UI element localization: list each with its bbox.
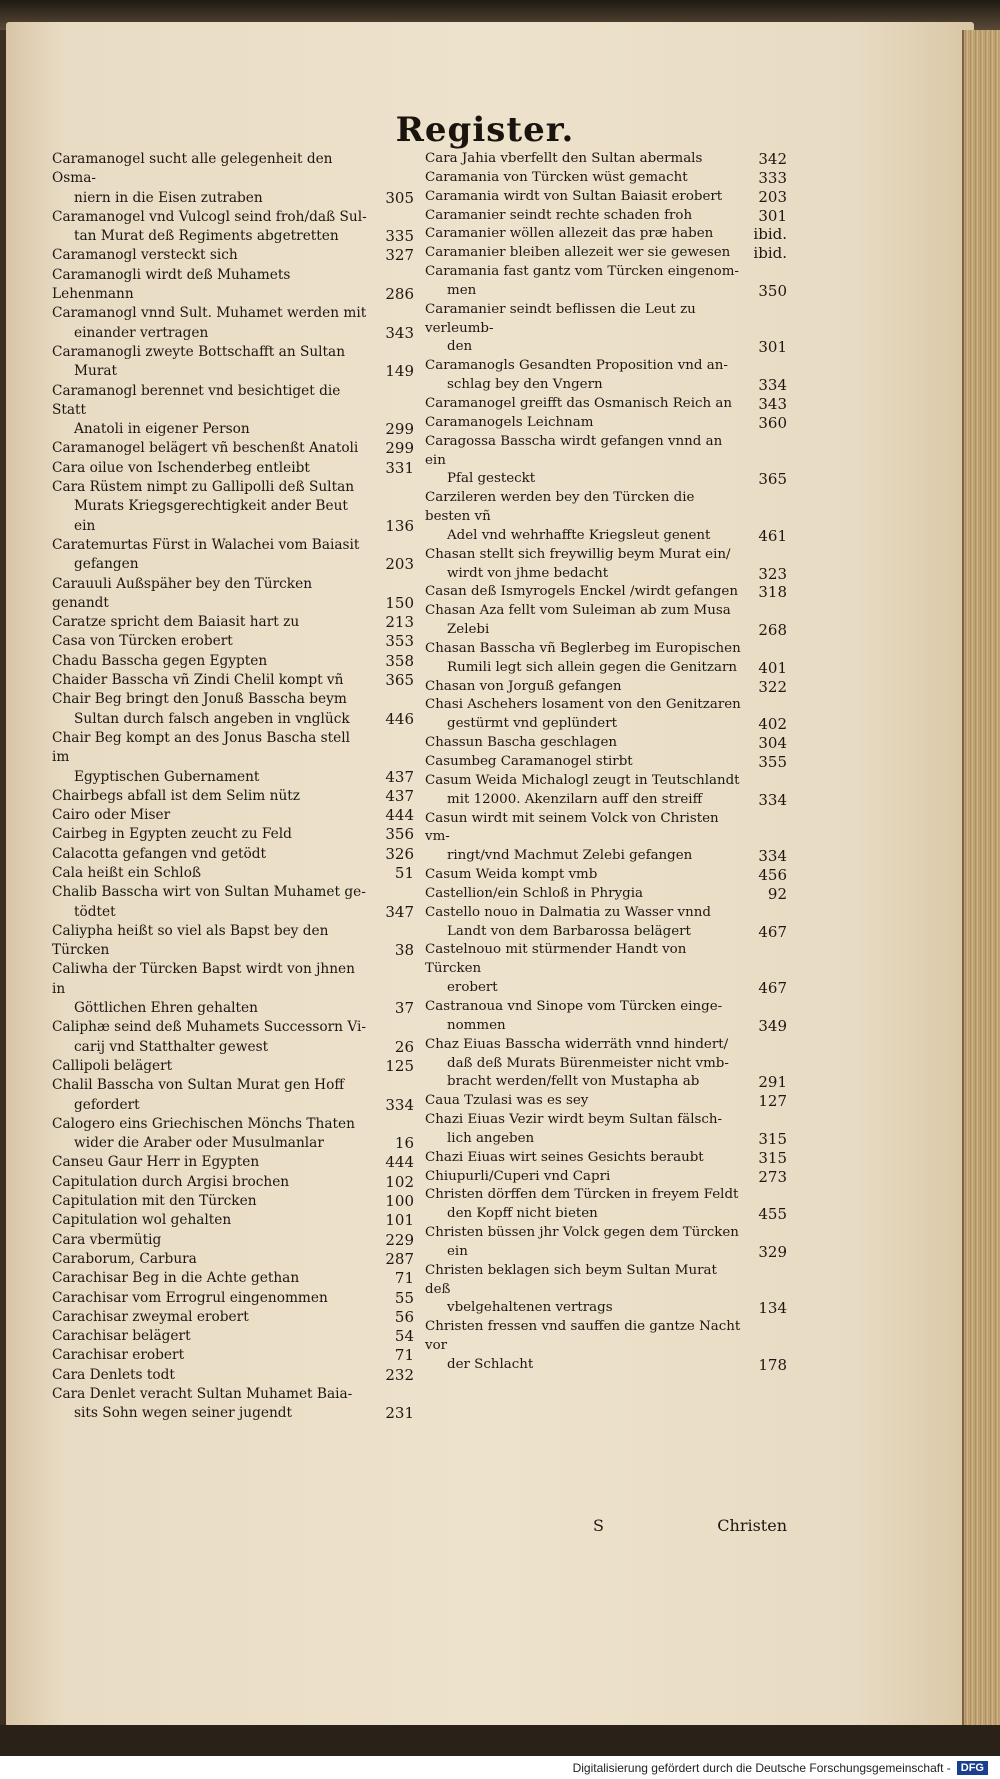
index-entry-text: Christen dörffen dem Türcken in freyem Feldt <box>425 1187 739 1203</box>
index-entry-page-number: 343 <box>385 323 414 342</box>
index-entry-continuation: Zelebi <box>447 622 490 638</box>
index-entry-text: Caramania von Türcken wüst gemacht <box>425 169 688 185</box>
index-entry-text: Caramanogli zweyte Bottschafft an Sultan <box>52 343 346 360</box>
index-entry <box>52 652 414 671</box>
index-entry <box>52 1231 414 1250</box>
index-entry-page-number: 203 <box>758 187 787 206</box>
index-entry-text: Carachisar Beg in die Achte gethan <box>52 1270 300 1287</box>
index-entry <box>425 941 787 998</box>
page-title: Register. <box>395 110 575 150</box>
index-entry <box>425 225 787 244</box>
index-entry-continuation: ringt/vnd Machmut Zelebi gefangen <box>447 848 693 864</box>
index-entry-text: Caramanogel greifft das Osmanisch Reich an <box>425 395 732 411</box>
index-entry-continuation: wirdt von jhme bedacht <box>447 565 609 581</box>
index-entry <box>425 395 787 414</box>
index-entry-text: Chaz Eiuas Basscha widerräth vnnd hindert/ <box>425 1036 729 1052</box>
index-entry-text: Caramania wirdt von Sultan Baiasit erobert <box>425 188 723 204</box>
index-entry-page-number: 353 <box>385 632 414 651</box>
index-entry-page-number: 323 <box>758 564 787 583</box>
index-entry <box>425 489 787 546</box>
index-entry-page-number: 149 <box>385 362 414 381</box>
index-entry-text: Cara Rüstem nimpt zu Gallipolli deß Sultan <box>52 479 355 496</box>
index-entry-page-number: 213 <box>385 613 414 632</box>
index-entry-text: Calogero eins Griechischen Mönchs Thaten <box>52 1115 355 1132</box>
index-entry <box>425 602 787 640</box>
index-entry <box>52 1308 414 1327</box>
index-entry-page-number: 444 <box>385 1153 414 1172</box>
index-entry-text: Casum Weida kompt vmb <box>425 867 598 883</box>
index-entry-text: Caliwha der Türcken Bapst wirdt von jhnen in <box>52 961 355 997</box>
index-entry-continuation: den Kopff nicht bieten <box>447 1206 598 1222</box>
index-entry-continuation: Murat <box>74 363 118 380</box>
index-entry <box>425 998 787 1036</box>
index-entry <box>52 1346 414 1365</box>
index-entry-text: Caliphæ seind deß Muhamets Successorn Vi- <box>52 1019 366 1036</box>
index-entry <box>425 678 787 697</box>
index-entry-page-number: 334 <box>758 376 787 395</box>
index-entry-continuation: gefordert <box>74 1096 140 1113</box>
index-entry <box>52 1211 414 1230</box>
index-entry-page-number: 437 <box>385 767 414 786</box>
index-entry-text: Carachisar erobert <box>52 1347 185 1364</box>
index-entry-text: Caramanogl vnnd Sult. Muhamet werden mit <box>52 305 367 322</box>
index-entry-page-number: 38 <box>394 941 414 960</box>
index-entry-page-number: 273 <box>758 1167 787 1186</box>
index-entry-page-number: 318 <box>758 583 787 602</box>
index-entry <box>52 343 414 382</box>
index-entry <box>425 1092 787 1111</box>
index-entry-page-number: 347 <box>385 902 414 921</box>
index-entry-text: Carachisar vom Errogrul eingenommen <box>52 1289 328 1306</box>
index-entry-text: Cara Denlet veracht Sultan Muhamet Baia- <box>52 1386 353 1402</box>
index-entry <box>425 1149 787 1168</box>
index-entry <box>52 1269 414 1288</box>
index-entry-text: Carachisar zweymal erobert <box>52 1308 249 1325</box>
index-entry <box>52 1385 414 1424</box>
index-entry-page-number: 402 <box>758 715 787 734</box>
index-entry <box>425 696 787 734</box>
index-entry-continuation: gefangen <box>74 556 139 573</box>
index-entry <box>52 864 414 883</box>
index-column-left <box>52 150 414 1424</box>
index-entry <box>52 671 414 690</box>
index-entry <box>52 1289 414 1308</box>
index-entry-continuation: daß deß Murats Bürenmeister nicht vmb- <box>447 1055 729 1071</box>
index-entry-text: Casun wirdt mit seinem Volck von Christen vm- <box>425 810 719 845</box>
index-entry-page-number: 301 <box>758 338 787 357</box>
index-entry-text: Callipoli belägert <box>52 1057 173 1074</box>
index-entry <box>52 1115 414 1154</box>
index-entry <box>52 845 414 864</box>
index-entry <box>52 1018 414 1057</box>
index-entry <box>52 1327 414 1346</box>
index-entry-text: Carauuli Außspäher bey den Türcken genandt <box>52 575 313 611</box>
book-fore-edge <box>962 30 1000 1730</box>
index-entry-text: Caratemurtas Fürst in Walachei vom Baiasit <box>52 536 360 553</box>
index-entry-page-number: 315 <box>758 1148 787 1167</box>
index-entry <box>52 304 414 343</box>
index-entry-continuation: vbelgehaltenen vertrags <box>447 1300 613 1316</box>
index-entry-page-number: 125 <box>385 1056 414 1075</box>
index-entry <box>52 825 414 844</box>
index-entry-text: Chasi Aschehers losament von den Genitzaren <box>425 697 741 713</box>
index-entry <box>52 478 414 536</box>
index-entry <box>425 1168 787 1187</box>
index-entry-text: Cairo oder Miser <box>52 807 171 824</box>
index-entry-text: Castello nouo in Dalmatia zu Wasser vnnd <box>425 904 711 920</box>
index-entry <box>52 575 414 614</box>
index-entry-page-number: 334 <box>758 847 787 866</box>
index-entry-page-number: 455 <box>758 1205 787 1224</box>
dfg-logo: DFG <box>957 1761 988 1775</box>
index-entry-page-number: 335 <box>385 227 414 246</box>
index-entry-page-number: 291 <box>758 1073 787 1092</box>
index-entry-continuation: Egyptischen Gubernament <box>74 768 260 785</box>
index-entry-text: Casa von Türcken erobert <box>52 633 233 650</box>
index-entry <box>52 690 414 729</box>
index-entry <box>52 883 414 922</box>
index-entry <box>52 459 414 478</box>
index-entry <box>52 729 414 787</box>
index-entry <box>425 1224 787 1262</box>
index-entry-continuation: Murats Kriegsgerechtigkeit ander Beut ein <box>74 498 348 534</box>
index-entry <box>425 207 787 226</box>
index-entry-page-number: 100 <box>385 1192 414 1211</box>
index-entry-text: Caramanogli wirdt deß Muhamets Lehenmann <box>52 266 291 303</box>
index-entry <box>425 263 787 301</box>
index-entry <box>425 1111 787 1149</box>
index-entry-page-number: 16 <box>394 1134 414 1153</box>
index-entry-page-number: 456 <box>758 866 787 885</box>
index-entry-text: Cairbeg in Egypten zeucht zu Feld <box>52 826 292 843</box>
index-entry-text: Caratze spricht dem Baiasit hart zu <box>52 614 300 631</box>
index-entry <box>52 787 414 806</box>
index-entry-continuation: nommen <box>447 1017 506 1033</box>
index-entry-text: Caramanier wöllen allezeit das præ haben <box>425 226 714 242</box>
index-entry-text: Chadu Basscha gegen Egypten <box>52 652 268 669</box>
index-entry-text: Cara oilue von Ischenderbeg entleibt <box>52 459 310 476</box>
index-entry-text: Chasan von Jorguß gefangen <box>425 678 622 694</box>
index-entry-text: Caramanogl versteckt sich <box>52 247 238 264</box>
index-entry <box>52 632 414 651</box>
index-entry-text: Caramanier bleiben allezeit wer sie gewesen <box>425 245 731 261</box>
index-entry-text: Capitulation mit den Türcken <box>52 1193 257 1210</box>
index-entry-page-number: 342 <box>758 150 787 168</box>
index-entry <box>52 1153 414 1172</box>
index-entry-continuation: Landt von dem Barbarossa belägert <box>447 923 691 939</box>
index-entry-text: Chair Beg kompt an des Jonus Bascha stell im <box>52 729 351 766</box>
index-entry <box>425 866 787 885</box>
index-entry-page-number: 446 <box>385 709 414 728</box>
index-entry-page-number: 401 <box>758 658 787 677</box>
index-entry-text: Chassun Bascha geschlagen <box>425 735 618 751</box>
index-entry <box>425 301 787 358</box>
index-entry-text: Caramanier seindt beflissen die Leut zu verleumb- <box>425 301 696 336</box>
index-entry-text: Caramanogels Leichnam <box>425 414 594 430</box>
index-entry <box>52 439 414 458</box>
index-entry <box>52 382 414 440</box>
index-entry-page-number: 150 <box>385 593 414 612</box>
index-entry-text: Castranoua vnd Sinope vom Türcken einge- <box>425 998 723 1014</box>
index-entry-text: Christen büssen jhr Volck gegen dem Türcken <box>425 1225 739 1241</box>
index-entry-page-number: 51 <box>394 863 414 882</box>
index-entry-page-number: 299 <box>385 439 414 458</box>
index-entry <box>425 904 787 942</box>
index-entry-continuation: Göttlichen Ehren gehalten <box>74 1000 258 1017</box>
index-entry-page-number: 178 <box>758 1356 787 1374</box>
index-entry-text: Caramanogls Gesandten Proposition vnd an- <box>425 358 728 374</box>
index-entry-text: Carachisar belägert <box>52 1328 191 1345</box>
index-entry-page-number: 349 <box>758 1016 787 1035</box>
index-entry <box>52 1366 414 1385</box>
footer-text: Digitalisierung gefördert durch die Deutsche Forschungsgemeinschaft - <box>572 1760 951 1775</box>
index-entry-text: Calacotta gefangen vnd getödt <box>52 845 267 862</box>
index-entry-page-number: 287 <box>385 1249 414 1268</box>
index-entry <box>52 1076 414 1115</box>
index-entry <box>425 244 787 263</box>
index-entry-page-number: 286 <box>385 285 414 304</box>
index-entry-text: Cara Jahia vberfellt den Sultan abermals <box>425 151 703 166</box>
index-entry-page-number: ibid. <box>753 244 787 263</box>
index-entry-page-number: 444 <box>385 806 414 825</box>
index-entry-page-number: 343 <box>758 394 787 413</box>
index-entry <box>52 246 414 265</box>
index-entry-page-number: 356 <box>385 825 414 844</box>
index-entry-continuation: erobert <box>447 980 498 996</box>
index-entry-page-number: 327 <box>385 246 414 265</box>
index-entry-text: Chazi Eiuas wirt seines Gesichts beraubt <box>425 1149 704 1165</box>
index-entry-continuation: Anatoli in eigener Person <box>74 421 250 438</box>
index-entry <box>425 734 787 753</box>
index-entry-page-number: 37 <box>394 999 414 1018</box>
index-entry-continuation: den <box>447 339 473 355</box>
index-entry-text: Caua Tzulasi was es sey <box>425 1093 589 1109</box>
index-entry-page-number: 467 <box>758 922 787 941</box>
index-entry-page-number: 334 <box>758 790 787 809</box>
index-entry-page-number: 54 <box>394 1327 414 1346</box>
index-entry-page-number: 334 <box>385 1095 414 1114</box>
index-entry <box>425 414 787 433</box>
index-entry-text: Casan deß Ismyrogels Enckel /wirdt gefangen <box>425 584 738 600</box>
index-entry-text: Casum Weida Michalogl zeugt in Teutschlandt <box>425 772 740 788</box>
index-entry-text: Cala heißt ein Schloß <box>52 864 202 881</box>
index-entry <box>425 188 787 207</box>
index-entry-page-number: 326 <box>385 844 414 863</box>
index-entry <box>52 922 414 961</box>
index-entry-page-number: 134 <box>758 1299 787 1318</box>
index-entry <box>425 640 787 678</box>
index-entry-page-number: 333 <box>758 168 787 187</box>
index-entry-page-number: 232 <box>385 1365 414 1384</box>
index-entry-page-number: ibid. <box>753 225 787 244</box>
index-entry-continuation: schlag bey den Vngern <box>447 377 603 393</box>
index-entry <box>425 772 787 810</box>
catchword: Christen <box>717 1516 787 1535</box>
index-entry-page-number: 365 <box>758 470 787 489</box>
index-entry-page-number: 461 <box>758 526 787 545</box>
index-entry-text: Canseu Gaur Herr in Egypten <box>52 1154 260 1171</box>
index-entry <box>52 208 414 247</box>
index-entry-page-number: 55 <box>394 1288 414 1307</box>
index-entry-page-number: 102 <box>385 1172 414 1191</box>
index-entry-text: Chasan Aza fellt vom Suleiman ab zum Musa <box>425 603 731 619</box>
index-entry <box>52 1057 414 1076</box>
index-entry-text: Chasan stellt sich freywillig beym Murat ein/ <box>425 546 731 562</box>
index-entry-continuation: einander vertragen <box>74 324 209 341</box>
index-entry <box>52 266 414 305</box>
index-entry-continuation: wider die Araber oder Musulmanlar <box>74 1135 324 1152</box>
index-entry <box>425 753 787 772</box>
index-entry-page-number: 315 <box>758 1129 787 1148</box>
index-entry-continuation: men <box>447 282 477 298</box>
index-entry-page-number: 229 <box>385 1230 414 1249</box>
index-entry-text: Capitulation durch Argisi brochen <box>52 1173 290 1190</box>
index-entry <box>425 1318 787 1375</box>
index-entry <box>52 150 414 208</box>
index-entry-continuation: carij vnd Statthalter gewest <box>74 1038 269 1055</box>
index-entry-text: Chair Beg bringt den Jonuß Basscha beym <box>52 691 347 708</box>
index-entry-page-number: 203 <box>385 555 414 574</box>
index-entry <box>425 433 787 490</box>
index-entry-text: Caramania fast gantz vom Türcken eingenom- <box>425 264 739 280</box>
index-entry <box>425 150 787 169</box>
index-entry-text: Caramanogel sucht alle gelegenheit den Osma- <box>52 151 333 187</box>
index-entry <box>52 613 414 632</box>
index-entry <box>425 357 787 395</box>
index-entry-text: Christen fressen vnd sauffen die gantze Nacht vor <box>425 1319 741 1354</box>
index-entry-text: Chasan Basscha vñ Beglerbeg im Europischen <box>425 640 741 656</box>
index-entry-continuation: mit 12000. Akenzilarn auff den streiff <box>447 791 703 807</box>
index-entry-text: Castellion/ein Schloß in Phrygia <box>425 885 643 901</box>
index-entry-page-number: 350 <box>758 281 787 300</box>
index-entry-page-number: 301 <box>758 206 787 225</box>
signature-mark: S <box>593 1516 604 1535</box>
index-entry-page-number: 127 <box>758 1092 787 1111</box>
index-entry-page-number: 355 <box>758 753 787 771</box>
index-entry-text: Chairbegs abfall ist dem Selim nütz <box>52 787 300 804</box>
index-entry-text: Chaider Basscha vñ Zindi Chelil kompt vñ <box>52 672 344 689</box>
index-entry-continuation: Sultan durch falsch angeben in vnglück <box>74 710 350 727</box>
index-entry <box>52 960 414 1018</box>
index-entry <box>425 1186 787 1224</box>
index-entry-page-number: 56 <box>394 1307 414 1326</box>
index-entry <box>52 1250 414 1269</box>
index-column-right <box>425 150 787 1375</box>
index-entry-continuation: Adel vnd wehrhaffte Kriegsleut genent <box>447 527 711 543</box>
index-entry-page-number: 268 <box>758 621 787 640</box>
index-entry-continuation: Pfal gesteckt <box>447 471 536 487</box>
index-entry-text: Cara Denlets todt <box>52 1366 175 1383</box>
index-entry-page-number: 305 <box>385 188 414 207</box>
index-entry-text: Chalib Basscha wirt von Sultan Muhamet ge- <box>52 884 366 901</box>
index-entry-text: Carzileren werden bey den Türcken die besten vñ <box>425 490 695 525</box>
index-entry-text: Capitulation wol gehalten <box>52 1212 232 1229</box>
index-entry-page-number: 322 <box>758 677 787 696</box>
index-entry-continuation: der Schlacht <box>447 1357 534 1372</box>
index-entry-text: Cara vbermütig <box>52 1231 162 1248</box>
index-entry <box>425 1262 787 1319</box>
index-entry-text: Chazi Eiuas Vezir wirdt beym Sultan fälsch- <box>425 1112 723 1128</box>
index-entry <box>425 810 787 867</box>
index-entry-continuation: niern in die Eisen zutraben <box>74 189 263 206</box>
index-entry-page-number: 331 <box>385 458 414 477</box>
index-entry-page-number: 365 <box>385 671 414 690</box>
index-entry-text: Chalil Basscha von Sultan Murat gen Hoff <box>52 1077 345 1094</box>
index-entry-continuation: ein <box>447 1243 468 1259</box>
index-entry-page-number: 299 <box>385 420 414 439</box>
index-entry-continuation: tan Murat deß Regiments abgetretten <box>74 228 339 245</box>
index-entry-continuation: lich angeben <box>447 1130 535 1146</box>
index-entry-page-number: 329 <box>758 1242 787 1261</box>
index-entry-continuation: Rumili legt sich allein gegen die Genitzarn <box>447 659 737 675</box>
index-entry-page-number: 101 <box>385 1211 414 1230</box>
index-entry-text: Christen beklagen sich beym Sultan Murat deß <box>425 1262 717 1297</box>
index-entry <box>52 1173 414 1192</box>
index-entry <box>425 885 787 904</box>
index-entry-page-number: 26 <box>394 1037 414 1056</box>
index-entry <box>425 169 787 188</box>
index-entry <box>425 546 787 584</box>
index-entry-text: Caramanogl berennet vnd besichtiget die Statt <box>52 382 341 418</box>
index-entry-page-number: 71 <box>394 1269 414 1288</box>
index-entry <box>52 1192 414 1211</box>
index-entry-text: Caramanier seindt rechte schaden froh <box>425 207 693 223</box>
index-entry-page-number: 231 <box>385 1404 414 1423</box>
index-entry-continuation: gestürmt vnd geplündert <box>447 716 618 732</box>
index-entry-page-number: 71 <box>394 1346 414 1365</box>
index-entry-continuation: sits Sohn wegen seiner jugendt <box>74 1405 293 1422</box>
index-entry-continuation: tödtet <box>74 903 116 920</box>
index-entry-text: Caraborum, Carbura <box>52 1250 197 1267</box>
index-entry-text: Caramanogel belägert vñ beschenßt Anatoli <box>52 440 359 457</box>
index-entry-page-number: 360 <box>758 413 787 432</box>
index-entry-page-number: 437 <box>385 786 414 805</box>
index-entry-continuation: bracht werden/fellt von Mustapha ab <box>447 1074 700 1090</box>
index-entry <box>425 583 787 602</box>
index-entry-text: Caliypha heißt so viel als Bapst bey den Türcken <box>52 922 329 959</box>
index-entry-text: Chiupurli/Cuperi vnd Capri <box>425 1168 611 1184</box>
index-entry-page-number: 304 <box>758 734 787 753</box>
index-entry-text: Casumbeg Caramanogel stirbt <box>425 754 633 769</box>
digitization-footer <box>0 1756 1000 1779</box>
index-entry-page-number: 92 <box>767 884 787 903</box>
index-entry-text: Castelnouo mit stürmender Handt von Türcken <box>425 942 687 977</box>
page-catchwords <box>425 1516 787 1540</box>
index-entry-text: Caragossa Basscha wirdt gefangen vnnd an ein <box>425 433 723 468</box>
index-entry-page-number: 136 <box>385 516 414 535</box>
index-entry-page-number: 467 <box>758 979 787 998</box>
index-entry <box>52 536 414 575</box>
index-entry <box>425 1036 787 1093</box>
index-entry <box>52 806 414 825</box>
index-entry-page-number: 358 <box>385 651 414 670</box>
index-entry-text: Caramanogel vnd Vulcogl seind froh/daß Sul- <box>52 208 367 225</box>
